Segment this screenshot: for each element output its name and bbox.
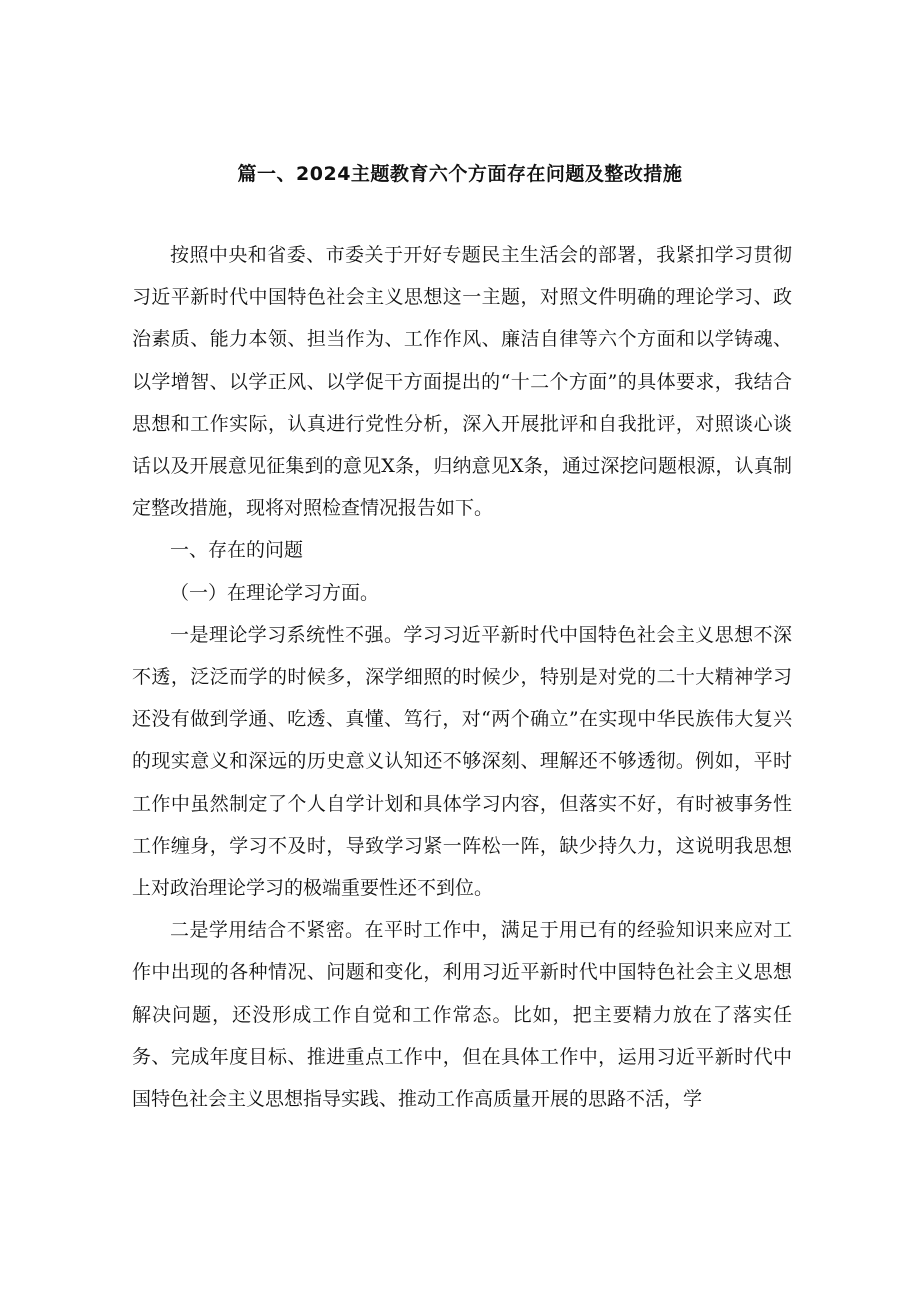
document-body	[132, 234, 792, 1120]
intro-paragraph: 按照中央和省委、市委关于开好专题民主生活会的部署，我紧扣学习贯彻习近平新时代中国特色社会主义思想这一主题，对照文件明确的理论学习、政治素质、能力本领、担当作为、工作作风、廉洁自律等六个方面和以学铸魂、以学增智、以学正风、以学促干方面提出的“十二个方面”的具体要求，我结合思想和工作实际，认真进行党性分析，深入开展批评和自我批评，对照谈心谈话以及开展意见征集到的意见X条，归纳意见X条，通过深挖问题根源，认真制定整改措施，现将对照检查情况报告如下。	[132, 244, 792, 520]
document-title: 篇一、2024主题教育六个方面存在问题及整改措施	[237, 163, 683, 185]
subsection-heading-theory-study: （一）在理论学习方面。	[170, 581, 380, 604]
body-paragraph-2: 二是学用结合不紧密。在平时工作中，满足于用已有的经验知识来应对工作中出现的各种情况、问题和变化，利用习近平新时代中国特色社会主义思想解决问题，还没形成工作自觉和工作常态。比如，把主要精力放在了落实任务、完成年度目标、推进重点工作中，但在具体工作中，运用习近平新时代中国特色社会主义思想指导实践、推动工作高质量开展的思路不活，学	[132, 919, 792, 1111]
body-paragraph-1: 一是理论学习系统性不强。学习习近平新时代中国特色社会主义思想不深不透，泛泛而学的时候多，深学细照的时候少，特别是对党的二十大精神学习还没有做到学通、吃透、真懂、笃行，对“两个确立”在实现中华民族伟大复兴的现实意义和深远的历史意义认知还不够深刻、理解还不够透彻。例如，平时工作中虽然制定了个人自学计划和具体学习内容，但落实不好，有时被事务性工作缠身，学习不及时，导致学习紧一阵松一阵，缺少持久力，这说明我思想上对政治理论学习的极端重要性还不到位。	[132, 623, 792, 900]
section-heading-problems: 一、存在的问题	[170, 539, 304, 562]
